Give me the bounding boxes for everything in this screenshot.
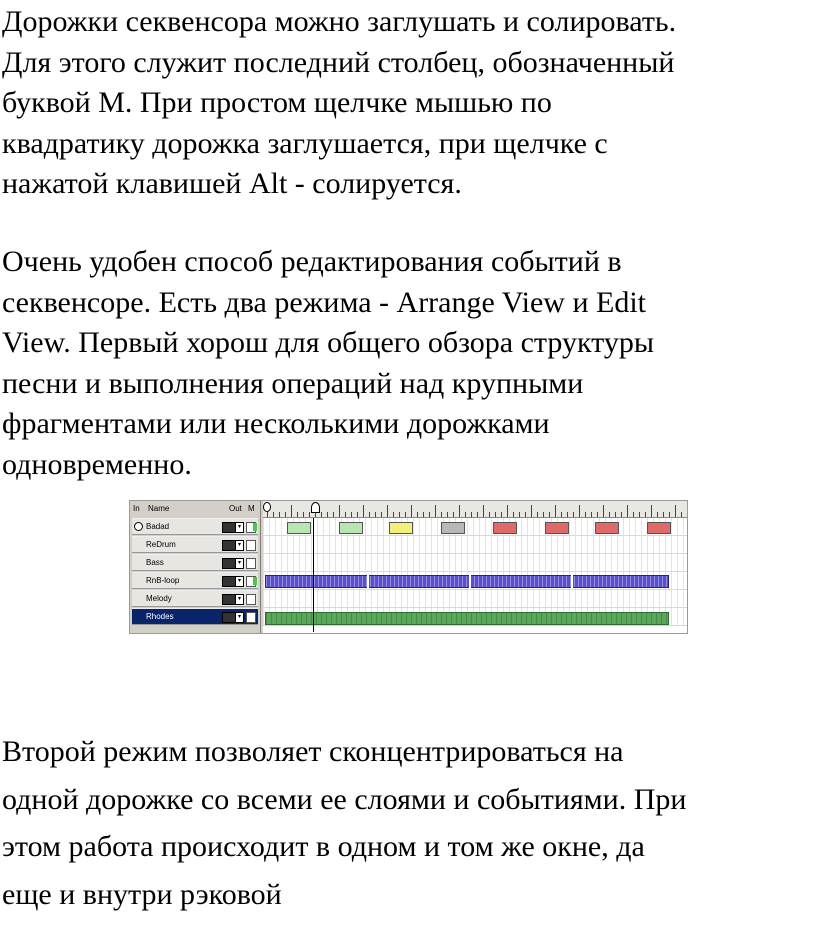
pattern-clip[interactable] xyxy=(545,522,569,534)
song-start-marker[interactable] xyxy=(263,502,271,512)
ruler-tick xyxy=(405,512,406,517)
ruler-tick xyxy=(417,512,418,517)
activity-led xyxy=(253,523,257,531)
chevron-down-icon: ▾ xyxy=(235,613,243,622)
track-lane[interactable] xyxy=(263,590,687,608)
ruler-tick xyxy=(567,512,568,517)
pattern-clip[interactable] xyxy=(595,522,619,534)
ruler-tick xyxy=(657,512,658,517)
ruler-tick xyxy=(375,512,376,517)
track-lane[interactable] xyxy=(263,554,687,572)
ruler-tick xyxy=(537,512,538,517)
text-line: фрагментами или несколькими дорожками xyxy=(2,407,550,440)
ruler-tick xyxy=(639,512,640,517)
output-select[interactable] xyxy=(222,612,244,623)
ruler-tick xyxy=(561,512,562,517)
track-row[interactable] xyxy=(132,536,258,553)
ruler-tick xyxy=(483,505,484,517)
text-line: Для этого служит последний столбец, обозначенный xyxy=(2,45,675,79)
ruler-tick xyxy=(285,512,286,517)
ruler-tick xyxy=(441,512,442,517)
ruler-tick xyxy=(447,512,448,517)
text-line: Второй режим позволяет сконцентрироваться на xyxy=(2,735,624,768)
ruler-tick xyxy=(393,512,394,517)
header-name: Name xyxy=(148,504,170,513)
activity-led xyxy=(253,577,257,585)
text-line: еще и внутри рэковой xyxy=(2,877,282,911)
track-lane[interactable] xyxy=(263,518,687,536)
ruler-tick xyxy=(321,512,322,517)
ruler-tick xyxy=(663,512,664,517)
text-line: буквой М. При простом щелчке мышью по xyxy=(2,86,552,119)
ruler-tick xyxy=(615,512,616,517)
header-mute: M xyxy=(248,504,255,513)
text-line: одновременно. xyxy=(2,447,192,481)
ruler-tick xyxy=(429,512,430,517)
track-name: Rhodes xyxy=(146,612,174,621)
track-row[interactable] xyxy=(132,518,258,535)
ruler-tick xyxy=(459,505,460,517)
text-line: Очень удобен способ редактирования событий в xyxy=(2,245,622,278)
paragraph-mute-solo xyxy=(2,2,814,205)
mute-checkbox[interactable] xyxy=(246,594,256,605)
ruler-tick xyxy=(681,512,682,517)
ruler-tick xyxy=(513,512,514,517)
text-line: песни и выполнения операций над крупными xyxy=(2,366,584,400)
mute-checkbox[interactable] xyxy=(246,540,256,551)
arrange-view[interactable] xyxy=(263,501,687,633)
track-lanes xyxy=(263,518,687,632)
chevron-down-icon: ▾ xyxy=(235,559,243,568)
ruler-tick xyxy=(549,512,550,517)
chevron-down-icon: ▾ xyxy=(235,577,243,586)
ruler-tick xyxy=(411,505,412,517)
ruler-tick xyxy=(297,512,298,517)
ruler-tick xyxy=(525,512,526,517)
track-row[interactable] xyxy=(132,572,258,589)
ruler-tick xyxy=(363,505,364,517)
pattern-clip[interactable] xyxy=(493,522,517,534)
pattern-clip[interactable] xyxy=(441,522,465,534)
ruler-tick xyxy=(309,512,310,517)
ruler-tick xyxy=(303,512,304,517)
ruler-tick xyxy=(339,505,340,517)
ruler-tick xyxy=(453,512,454,517)
ruler-tick xyxy=(591,512,592,517)
ruler-tick xyxy=(273,512,274,517)
text-line: Дорожки секвенсора можно заглушать и солировать. xyxy=(2,5,677,38)
text-line: одной дорожке со всеми ее слоями и событиями. При xyxy=(2,782,687,816)
ruler-tick xyxy=(555,505,556,517)
ruler-tick xyxy=(423,512,424,517)
ruler-tick xyxy=(435,505,436,517)
rnb-loop-clip[interactable] xyxy=(265,575,669,588)
ruler-tick xyxy=(579,505,580,517)
pattern-clip[interactable] xyxy=(287,522,311,534)
ruler-tick xyxy=(627,505,628,517)
ruler-tick xyxy=(675,505,676,517)
ruler-tick xyxy=(645,512,646,517)
ruler-tick xyxy=(369,512,370,517)
pattern-clip[interactable] xyxy=(339,522,363,534)
output-select[interactable] xyxy=(222,540,244,551)
timeline-ruler[interactable] xyxy=(263,501,687,518)
ruler-tick xyxy=(489,512,490,517)
track-list-panel xyxy=(130,501,261,633)
text-line: нажатой клавишей Alt - солируется. xyxy=(2,167,462,200)
ruler-tick xyxy=(609,512,610,517)
ruler-tick xyxy=(327,512,328,517)
mute-checkbox[interactable] xyxy=(246,612,256,623)
playhead[interactable] xyxy=(313,518,314,632)
chevron-down-icon: ▾ xyxy=(235,523,243,532)
ruler-tick xyxy=(399,512,400,517)
ruler-tick xyxy=(345,512,346,517)
clip-divider xyxy=(367,575,369,588)
paragraph-edit-modes xyxy=(2,242,814,485)
header-in: In xyxy=(133,504,140,513)
ruler-tick xyxy=(477,512,478,517)
chevron-down-icon: ▾ xyxy=(235,595,243,604)
clip-divider xyxy=(469,575,471,588)
text-line: квадратику дорожка заглушается, при щелчке с xyxy=(2,126,608,160)
track-name: Bass xyxy=(146,558,164,567)
output-select[interactable] xyxy=(222,522,244,533)
ruler-tick xyxy=(507,505,508,517)
ruler-tick xyxy=(531,505,532,517)
ruler-tick xyxy=(603,505,604,517)
ruler-tick xyxy=(471,512,472,517)
pattern-clip[interactable] xyxy=(389,522,413,534)
text-line: View. Первый хорош для общего обзора структуры xyxy=(2,326,655,359)
output-select[interactable] xyxy=(222,576,244,587)
ruler-tick xyxy=(669,512,670,517)
record-icon[interactable] xyxy=(134,522,143,531)
ruler-tick xyxy=(573,512,574,517)
ruler-tick xyxy=(291,505,292,517)
pattern-clip[interactable] xyxy=(647,522,671,534)
ruler-tick xyxy=(351,512,352,517)
sequencer-screenshot xyxy=(129,500,688,634)
text-line: секвенсоре. Есть два режима - Arrange View и Edit xyxy=(2,285,646,319)
ruler-tick xyxy=(387,505,388,517)
ruler-tick xyxy=(279,512,280,517)
track-name: RnB-loop xyxy=(146,576,180,585)
ruler-tick xyxy=(381,512,382,517)
track-name: Badad xyxy=(146,522,170,531)
clip-divider xyxy=(571,575,573,588)
ruler-tick xyxy=(651,505,652,517)
ruler-tick xyxy=(495,512,496,517)
ruler-tick xyxy=(633,512,634,517)
paragraph-second-mode xyxy=(2,728,814,918)
track-name: ReDrum xyxy=(146,540,176,549)
locator-marker[interactable] xyxy=(311,502,320,513)
track-lane[interactable] xyxy=(263,536,687,554)
track-row[interactable] xyxy=(132,554,258,571)
output-select[interactable] xyxy=(222,558,244,569)
ruler-tick xyxy=(621,512,622,517)
track-name: Melody xyxy=(146,594,172,603)
rhodes-clip[interactable] xyxy=(265,612,669,625)
ruler-tick xyxy=(597,512,598,517)
ruler-tick xyxy=(465,512,466,517)
text-line: этом работа происходит в одном и том же окне, да xyxy=(2,830,645,863)
ruler-tick xyxy=(543,512,544,517)
ruler-tick xyxy=(585,512,586,517)
output-select[interactable] xyxy=(222,594,244,605)
ruler-tick xyxy=(333,512,334,517)
track-row[interactable] xyxy=(132,590,258,607)
track-row[interactable] xyxy=(132,608,258,625)
ruler-tick xyxy=(519,512,520,517)
header-out: Out xyxy=(229,504,242,513)
mute-checkbox[interactable] xyxy=(246,558,256,569)
chevron-down-icon: ▾ xyxy=(235,541,243,550)
ruler-tick xyxy=(357,512,358,517)
ruler-tick xyxy=(501,512,502,517)
